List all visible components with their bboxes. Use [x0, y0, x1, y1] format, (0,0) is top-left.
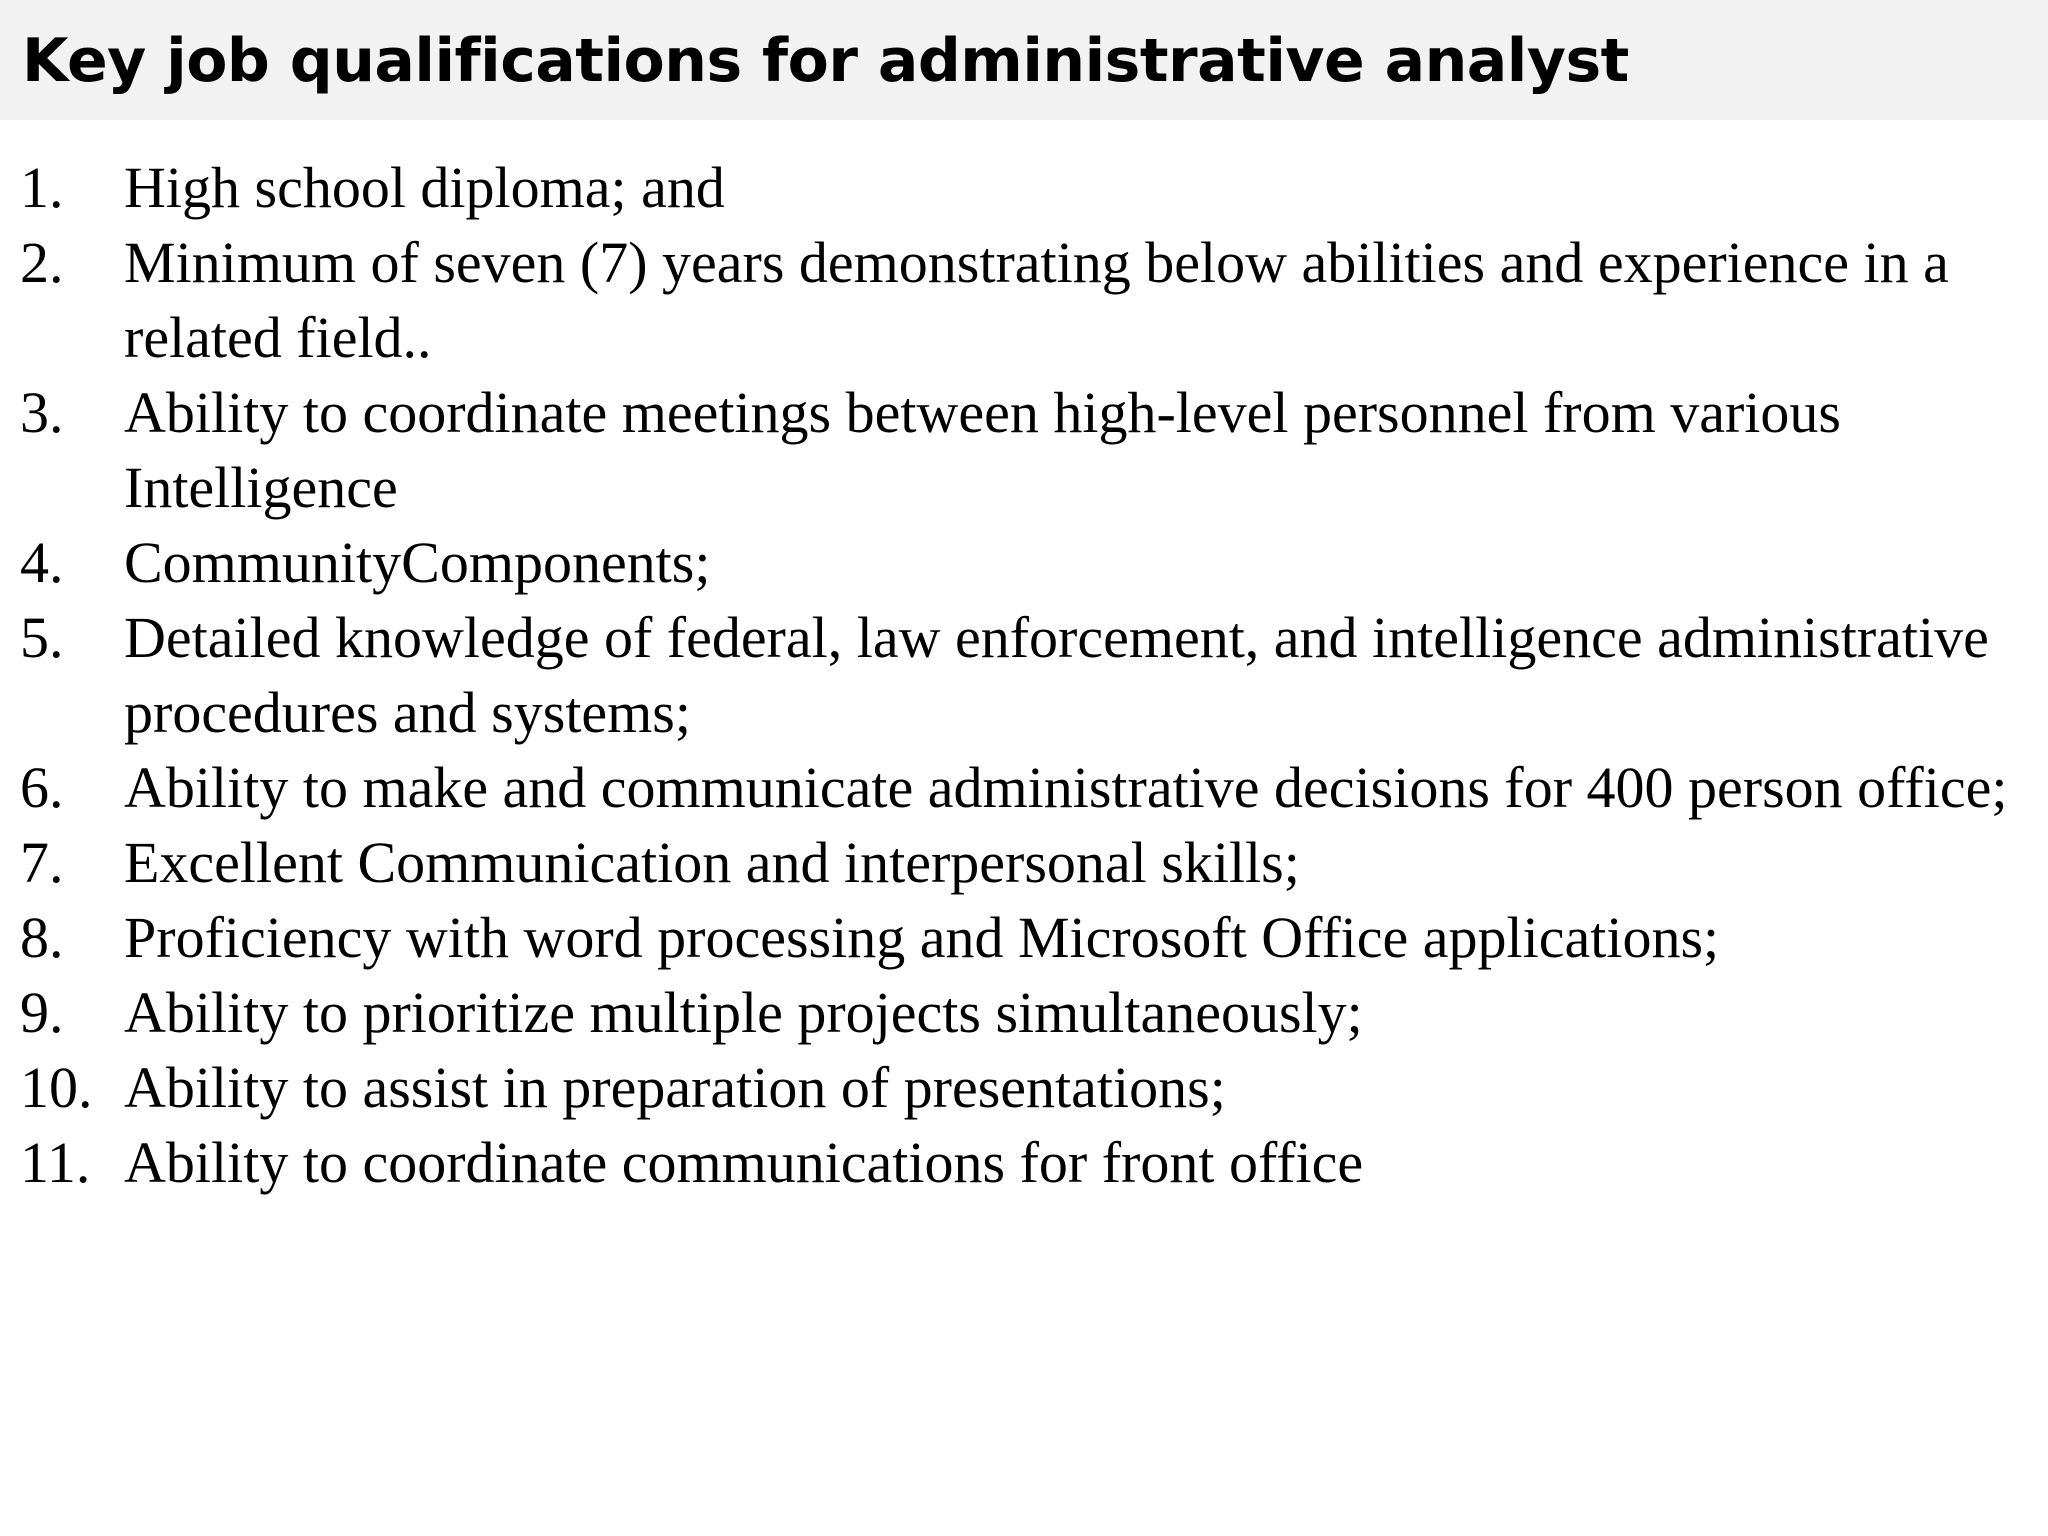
- item-number: 7.: [20, 830, 64, 895]
- list-item: [0, 1125, 2048, 1200]
- item-text: Ability to coordinate meetings between high-level personnel from various Intelligence: [124, 380, 1841, 520]
- item-text: Minimum of seven (7) years demonstrating below abilities and experience in a related field..: [124, 230, 1949, 370]
- item-number: 10.: [20, 1055, 93, 1120]
- item-number: 8.: [20, 905, 64, 970]
- item-text: Ability to prioritize multiple projects simultaneously;: [124, 980, 1363, 1045]
- item-number: 11.: [20, 1130, 91, 1195]
- item-text: Proficiency with word processing and Microsoft Office applications;: [124, 905, 1720, 970]
- item-text: Ability to coordinate communications for front office: [124, 1130, 1364, 1195]
- item-text: High school diploma; and: [124, 155, 725, 220]
- item-number: 2.: [20, 230, 64, 295]
- page-title: Key job qualifications for administrative analyst: [22, 26, 1629, 96]
- item-number: 6.: [20, 755, 64, 820]
- item-number: 5.: [20, 605, 64, 670]
- list-item: [0, 900, 2048, 975]
- qualifications-list: [0, 150, 2048, 1200]
- list-item: [0, 825, 2048, 900]
- item-text: Excellent Communication and interpersonal skills;: [124, 830, 1300, 895]
- item-number: 1.: [20, 155, 64, 220]
- list-item: [0, 750, 2048, 825]
- item-text: Ability to assist in preparation of presentations;: [124, 1055, 1226, 1120]
- list-item: [0, 225, 2048, 375]
- item-text: Detailed knowledge of federal, law enforcement, and intelligence administrative procedures and systems;: [124, 605, 1989, 745]
- list-item: [0, 1050, 2048, 1125]
- item-number: 9.: [20, 980, 64, 1045]
- list-item: [0, 975, 2048, 1050]
- item-number: 3.: [20, 380, 64, 445]
- list-item: [0, 525, 2048, 600]
- item-text: Ability to make and communicate administrative decisions for 400 person office;: [124, 755, 2008, 820]
- list-item: [0, 600, 2048, 750]
- list-item: [0, 150, 2048, 225]
- item-number: 4.: [20, 530, 64, 595]
- item-text: CommunityComponents;: [124, 530, 711, 595]
- title-bar: [0, 0, 2048, 120]
- list-item: [0, 375, 2048, 525]
